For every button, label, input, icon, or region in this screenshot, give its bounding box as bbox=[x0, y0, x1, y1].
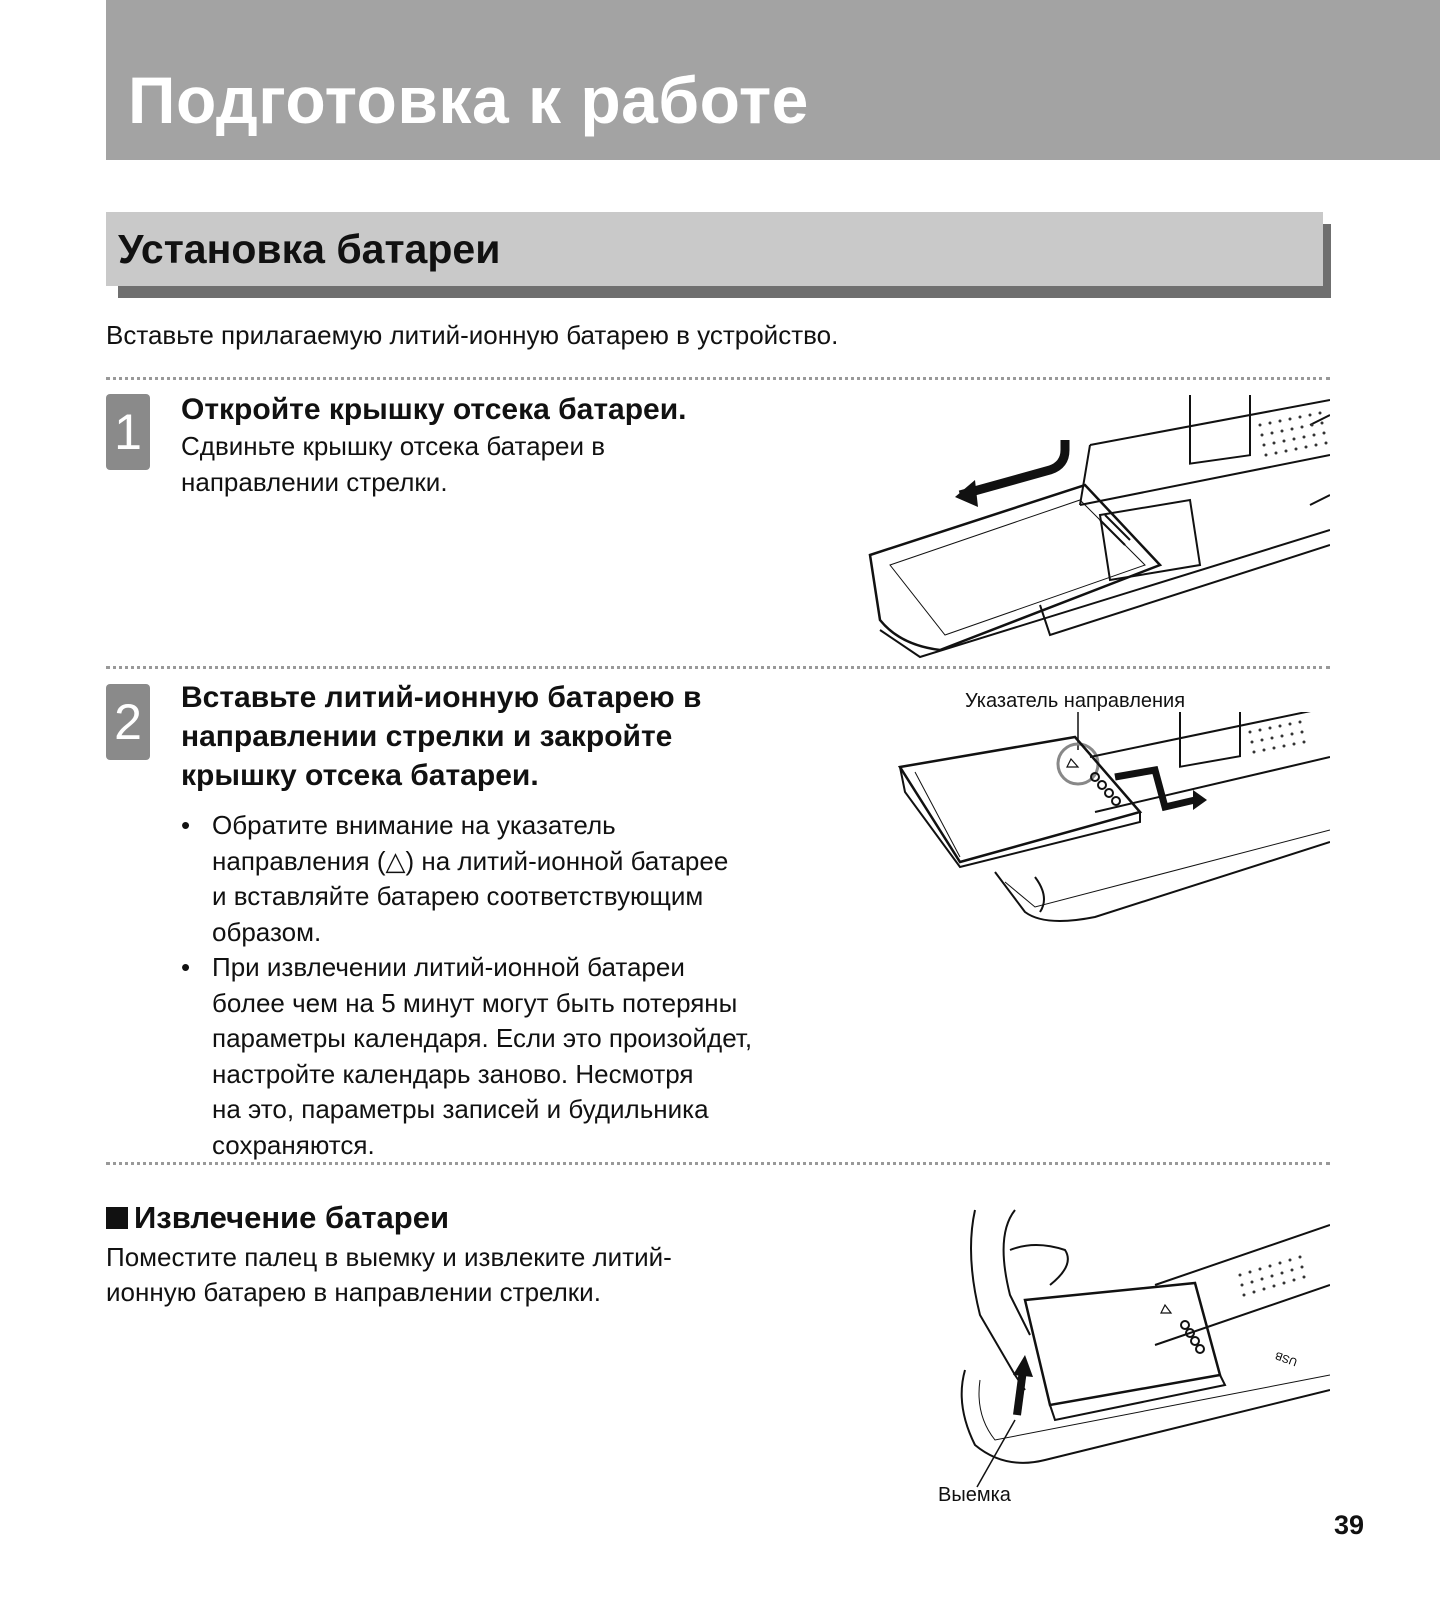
text-line: образом. bbox=[212, 916, 322, 947]
step-number-badge: 1 bbox=[106, 394, 150, 470]
text-line: крышку отсека батареи. bbox=[181, 759, 539, 792]
step-1-body bbox=[181, 428, 605, 500]
battery-insert-figure bbox=[895, 712, 1330, 942]
text-line: и вставляйте батарею соответствующим bbox=[212, 881, 704, 911]
text-line: параметры календаря. Если это произойдет, bbox=[212, 1023, 753, 1053]
text-line: ионную батарею в направлении стрелки. bbox=[106, 1277, 601, 1307]
removal-title-text: Извлечение батареи bbox=[134, 1200, 450, 1235]
text-line: Обратите внимание на указатель bbox=[212, 810, 616, 840]
bullet-marker: • bbox=[181, 810, 191, 840]
step-number-badge: 2 bbox=[106, 684, 150, 760]
arrow-right-icon bbox=[1193, 790, 1207, 810]
text-line: Сдвиньте крышку отсека батареи в bbox=[181, 431, 606, 461]
divider bbox=[106, 377, 1330, 380]
text-line: При извлечении литий-ионной батареи bbox=[212, 952, 685, 982]
step-2-title bbox=[181, 678, 701, 795]
step-2-bullets bbox=[181, 808, 861, 1163]
arrow-left-icon bbox=[955, 480, 978, 507]
text-line: сохраняются. bbox=[212, 1129, 375, 1160]
intro-text: Вставьте прилагаемую литий-ионную батарею в устройство. bbox=[106, 320, 839, 350]
text-line: более чем на 5 минут могут быть потеряны bbox=[212, 987, 738, 1018]
text-line: направлении стрелки. bbox=[181, 467, 448, 497]
section-title: Установка батареи bbox=[118, 226, 501, 272]
usb-label: USB bbox=[1273, 1348, 1300, 1368]
direction-indicator-callout: Указатель направления bbox=[965, 690, 1186, 712]
removal-body bbox=[106, 1240, 806, 1310]
removal-title bbox=[106, 1200, 449, 1236]
divider bbox=[106, 1162, 1330, 1165]
text-line: направления (△) на литий-ионной батарее bbox=[212, 845, 729, 876]
text-line: на это, параметры записей и будильника bbox=[212, 1094, 709, 1124]
arrow-up-icon bbox=[1013, 1355, 1033, 1377]
battery-removal-figure bbox=[955, 1205, 1330, 1495]
bullet-marker: • bbox=[181, 952, 191, 982]
list-item bbox=[181, 808, 861, 950]
text-line: Вставьте литий-ионную батарею в bbox=[181, 681, 702, 714]
text-line: направлении стрелки и закройте bbox=[181, 720, 673, 753]
square-bullet-icon bbox=[106, 1207, 128, 1229]
text-line: настройте календарь заново. Несмотря bbox=[212, 1058, 694, 1089]
text-line: Поместите палец в выемку и извлеките литий- bbox=[106, 1242, 672, 1272]
step-1-title: Откройте крышку отсека батареи. bbox=[181, 393, 687, 426]
battery-cover-figure bbox=[860, 395, 1330, 665]
page-number: 39 bbox=[1334, 1510, 1365, 1540]
divider bbox=[106, 666, 1330, 669]
finger-notch-callout: Выемка bbox=[938, 1484, 1011, 1506]
list-item bbox=[181, 950, 861, 1163]
chapter-title: Подготовка к работе bbox=[128, 63, 809, 137]
